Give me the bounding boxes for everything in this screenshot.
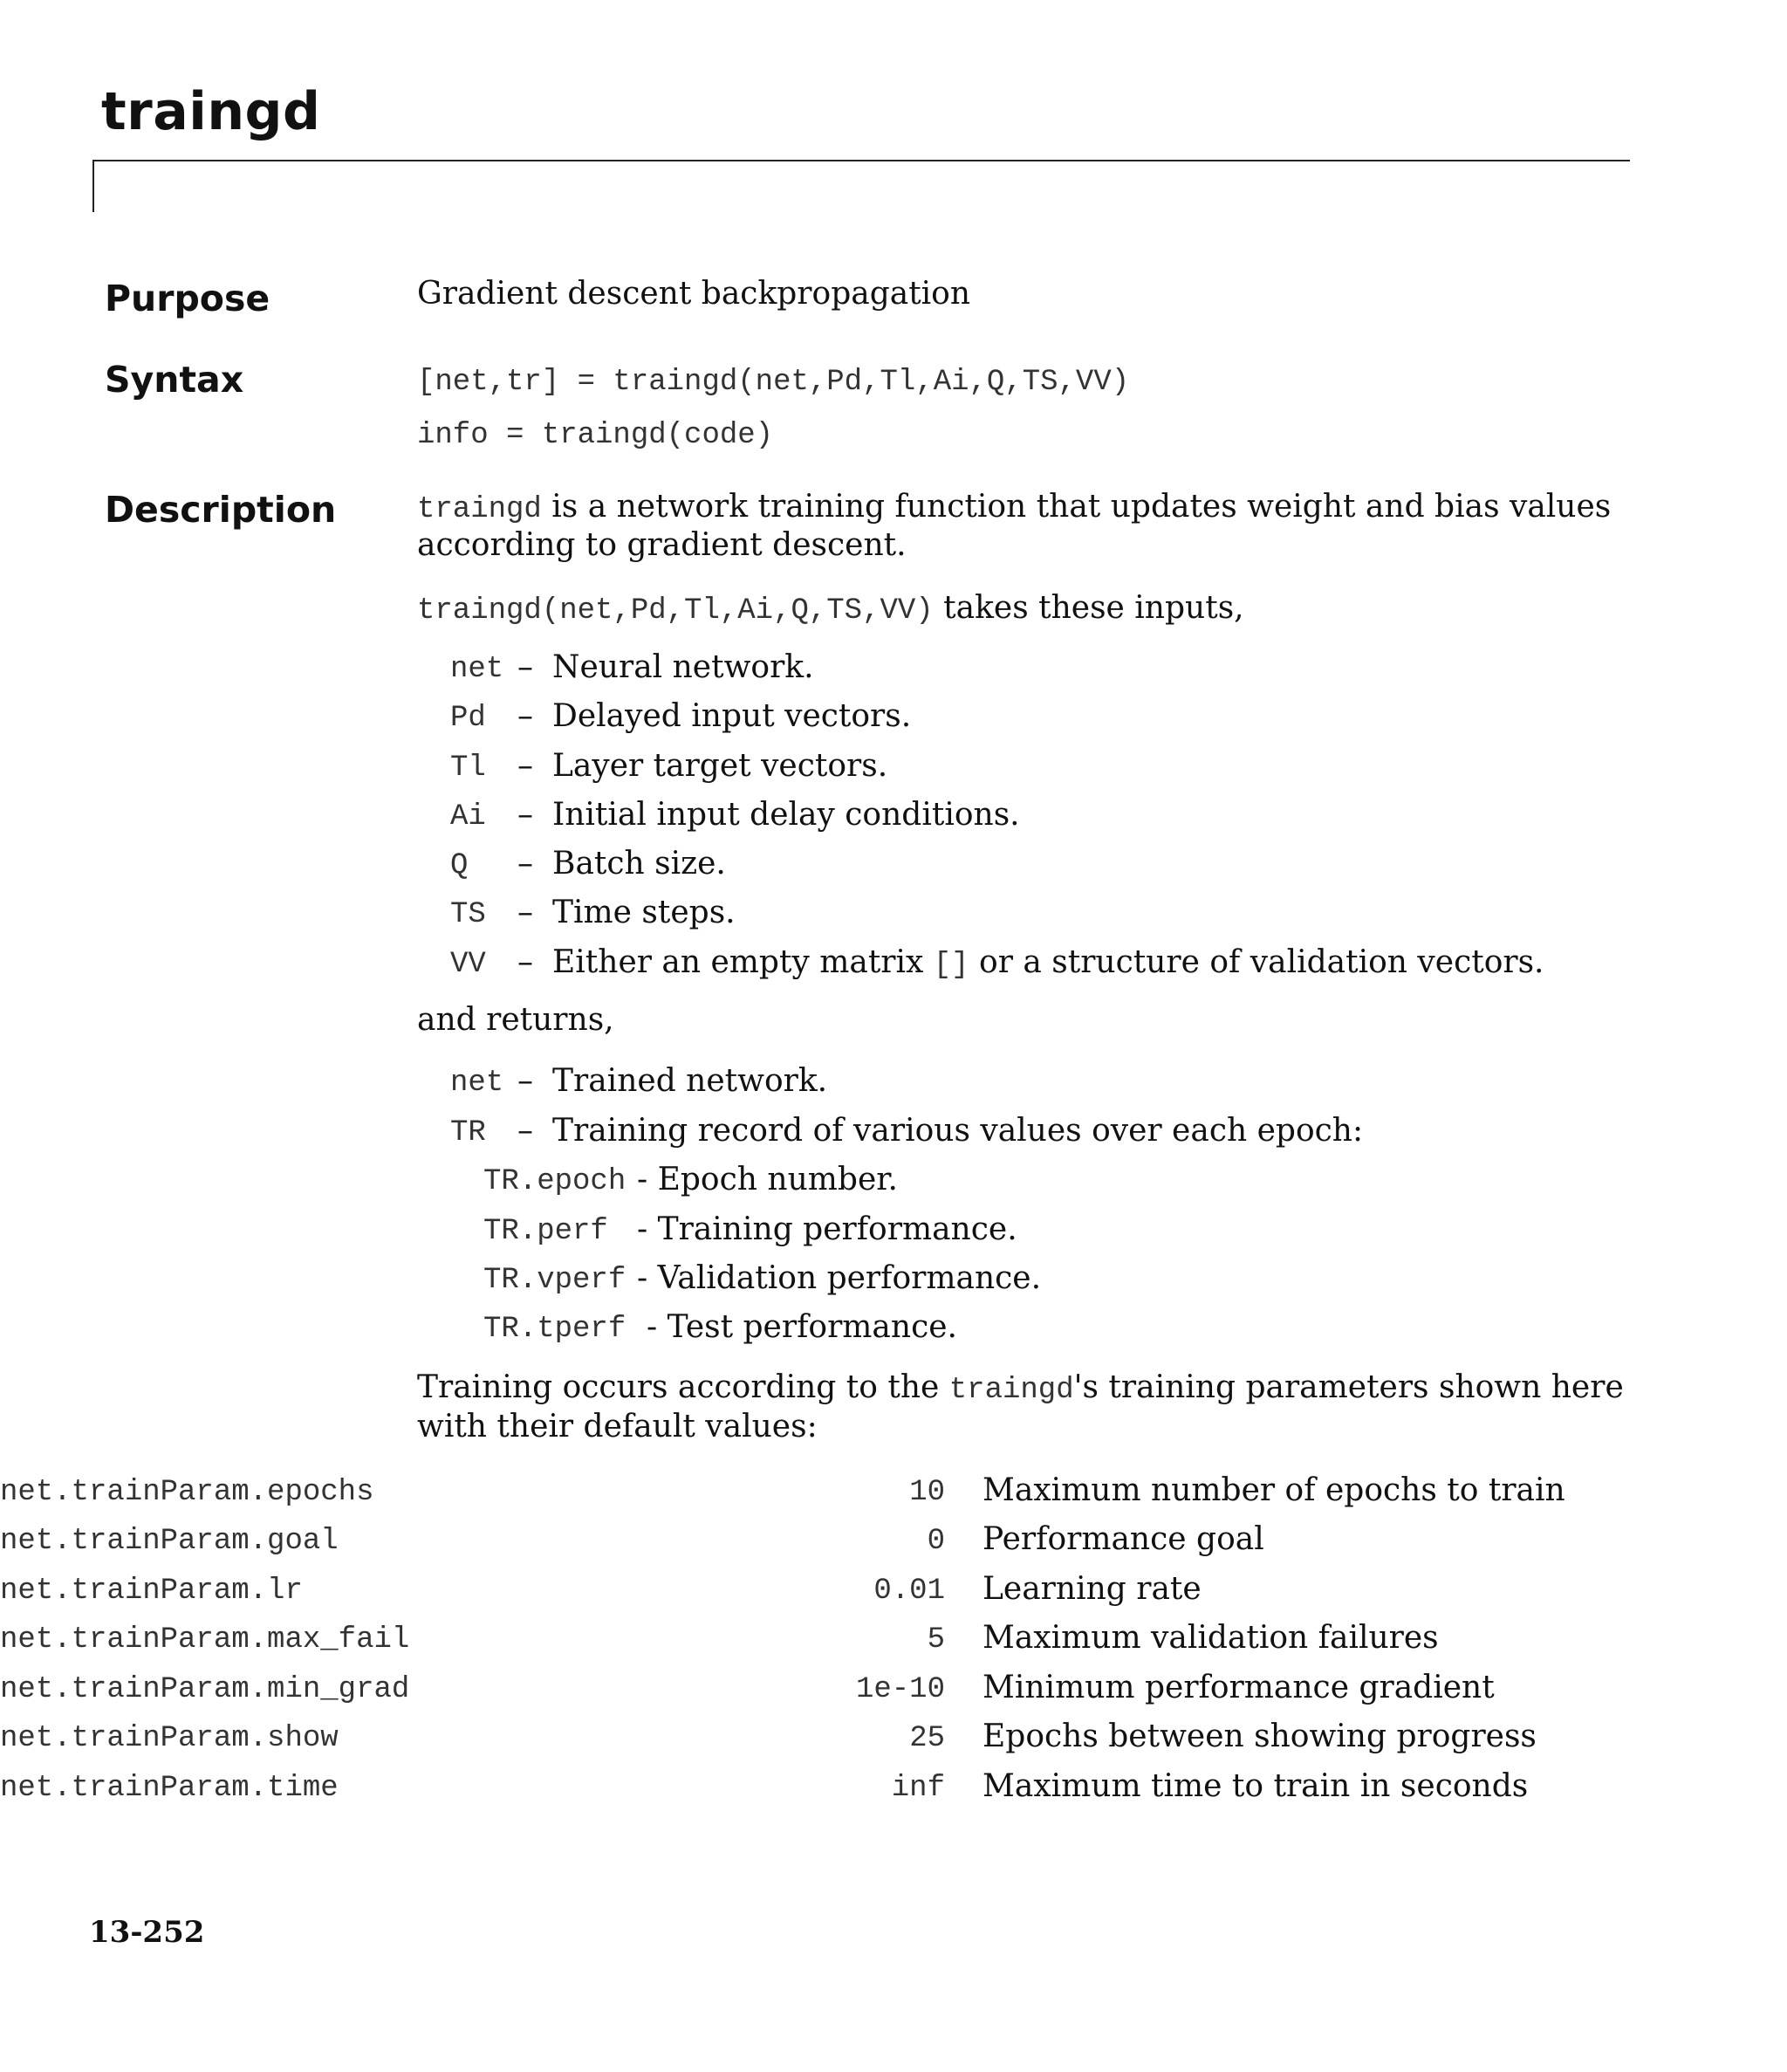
param-name: net.trainParam.lr (0, 1575, 303, 1608)
param-name: net.trainParam.epochs (0, 1476, 374, 1509)
dash: – (517, 748, 533, 784)
param-desc: Learning rate (983, 1571, 1202, 1607)
inline-code: [] (933, 949, 969, 982)
input-name: net (450, 653, 504, 686)
input-desc: Batch size. (552, 846, 726, 882)
returns-label: and returns, (417, 1002, 614, 1038)
param-value: 5 (927, 1623, 945, 1657)
desc-text: or a structure of validation vectors. (969, 944, 1544, 980)
tr-field-desc: - Test performance. (647, 1309, 957, 1345)
param-name: net.trainParam.min_grad (0, 1673, 410, 1706)
tr-field-name: TR.tperf (483, 1313, 626, 1346)
input-name: TS (450, 898, 486, 931)
description-intro-line-2: according to gradient descent. (417, 527, 907, 563)
training-text: Training occurs according to the (417, 1369, 949, 1405)
dash: – (517, 1113, 533, 1149)
param-value: 1e-10 (855, 1673, 945, 1706)
dash: – (517, 846, 533, 882)
param-desc: Epochs between showing progress (983, 1719, 1537, 1754)
training-text-line-1 (417, 1368, 1624, 1410)
param-value: 0.01 (873, 1575, 945, 1608)
description-intro-line-1 (417, 487, 1611, 530)
param-desc: Minimum performance gradient (983, 1670, 1495, 1705)
input-desc: Neural network. (552, 649, 814, 685)
dash: – (517, 895, 533, 930)
param-value: inf (891, 1772, 945, 1805)
purpose-heading: Purpose (105, 278, 270, 319)
input-desc: Delayed input vectors. (552, 698, 912, 734)
dash: – (517, 1063, 533, 1099)
tr-field-desc: - Validation performance. (637, 1260, 1042, 1296)
param-desc: Maximum number of epochs to train (983, 1472, 1565, 1508)
param-name: net.trainParam.show (0, 1722, 339, 1755)
param-desc: Performance goal (983, 1521, 1264, 1557)
tr-field-name: TR.epoch (483, 1165, 626, 1198)
input-name: VV (450, 948, 486, 981)
desc-text: Either an empty matrix (552, 944, 934, 980)
inline-code: traingd (417, 493, 542, 526)
dash: – (517, 649, 533, 685)
param-name: net.trainParam.time (0, 1772, 339, 1805)
intro-text: is a network training function that updates weight and bias values (541, 489, 1612, 525)
syntax-heading: Syntax (105, 359, 244, 401)
tr-field-name: TR.perf (483, 1215, 608, 1248)
call-text: takes these inputs, (933, 590, 1244, 626)
page-title: traingd (101, 81, 321, 142)
output-desc: Trained network. (552, 1063, 828, 1099)
page-number: 13-252 (89, 1915, 205, 1950)
input-desc (552, 943, 1544, 985)
input-name: Ai (450, 800, 486, 834)
syntax-line-1: [net,tr] = traingd(net,Pd,Tl,Ai,Q,TS,VV) (417, 366, 1130, 399)
output-desc: Training record of various values over each epoch: (552, 1113, 1364, 1149)
input-desc: Initial input delay conditions. (552, 797, 1020, 833)
tr-field-desc: - Training performance. (637, 1211, 1017, 1247)
inline-code: traingd (948, 1374, 1074, 1407)
inline-code: traingd(net,Pd,Tl,Ai,Q,TS,VV) (417, 594, 934, 628)
dash: – (517, 698, 533, 734)
title-rule-tick (92, 160, 94, 212)
description-heading: Description (105, 489, 337, 531)
input-name: Q (450, 849, 469, 882)
param-name: net.trainParam.max_fail (0, 1623, 410, 1657)
param-name: net.trainParam.goal (0, 1525, 339, 1558)
dash: – (517, 944, 533, 980)
syntax-line-2: info = traingd(code) (417, 419, 774, 452)
tr-field-name: TR.vperf (483, 1264, 626, 1297)
title-rule (92, 160, 1630, 161)
purpose-text: Gradient descent backpropagation (417, 276, 971, 312)
input-desc: Layer target vectors. (552, 748, 888, 784)
input-name: Tl (450, 751, 486, 785)
param-value: 0 (927, 1525, 945, 1558)
param-desc: Maximum time to train in seconds (983, 1768, 1529, 1804)
training-text-line-2: with their default values: (417, 1409, 818, 1444)
param-desc: Maximum validation failures (983, 1620, 1439, 1656)
dash: – (517, 797, 533, 833)
input-desc: Time steps. (552, 895, 736, 930)
input-name: Pd (450, 702, 486, 735)
param-value: 25 (909, 1722, 945, 1755)
param-value: 10 (909, 1476, 945, 1509)
output-name: TR (450, 1116, 486, 1149)
output-name: net (450, 1067, 504, 1100)
call-line (417, 588, 1244, 631)
training-text: 's training parameters shown here (1073, 1369, 1624, 1405)
tr-field-desc: - Epoch number. (637, 1162, 898, 1197)
